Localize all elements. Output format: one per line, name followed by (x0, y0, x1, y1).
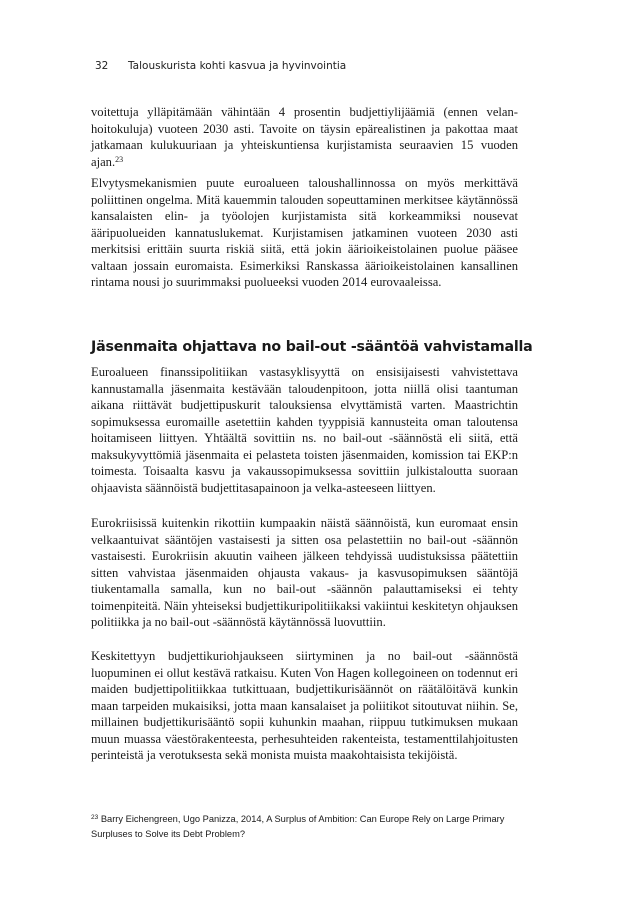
paragraph-4: Eurokriisissä kuitenkin rikottiin kumpaakin näistä säännöistä, kun euromaat ensin velkaantuivat sääntöjen vastaisesti ja sitten osa pelastettiin no bail-out -säännön vastaisesti. Eurokriisin akuutin vaiheen jälkeen tehdyissä uudistuksissa päätettiin sitten vahvistaa jäsenmaiden ohjausta vakaus- ja kasvusopimuksen sääntöjä tiukentamalla samalla, kun no bail-out -säännön palauttamiseksi ei tehty toimenpiteitä. Näin yhteiseksi budjettikuripolitiikaksi vakiintui keskitetyn ohjauksen politiikka ja no bail-out -säännöstä käytännössä luovuttiin. (91, 516, 518, 629)
footnote-text: Barry Eichengreen, Ugo Panizza, 2014, A Surplus of Ambition: Can Europe Rely on Large Primary Surpluses to Solve its Debt Problem? (91, 814, 505, 839)
paragraph-2: Elvytysmekanismien puute euroalueen taloushallinnossa on myös merkittävä poliittinen ongelma. Mitä kauemmin talouden sopeuttaminen merkitsee käytännössä kansalaisten elin- ja työolojen kurjistamista sitä korkeammiksi nousevat ääripuolueiden kannatuslukemat. Kurjistamisen jatkaminen vuoteen 2030 asti merkitsisi erittäin suurta riskiä siitä, että jokin äärioikeistolainen puolue pääsee valtaan jossain euromaista. Esimerkiksi Ranskassa äärioikeistolainen kansallinen rintama nousi jo suurimmaksi puolueeksi vuoden 2014 eurovaaleissa. (91, 176, 518, 289)
footnote-number: 23 (91, 814, 99, 821)
page-number: 32 (95, 60, 109, 72)
paragraph-3: Euroalueen finanssipolitiikan vastasyklisyyttä on ensisijaisesti vahvistettava kannustamalla jäsenmaita kestävään taloudenpitoon, jotta niillä olisi taantuman aikana riittävät budjettipuskurit talouksiensa elvyttämistä varten. Maastrichtin sopimuksessa euromaille asetettiin kahden tyyppisiä kannusteita oman taloutensa hoitamiseen liittyen. Yhtäältä sovittiin ns. no bail-out -säännöstä eli siitä, että maksukyvyttömiä jäsenmaita ei pelasteta toisten jäsenmaiden, komission tai EKP:n toimesta. Toisaalta kasvu ja vakaussopimuksessa sovittiin julkistaloutta suoraan ohjaavista säännöistä budjettitasapainoon ja velka-asteeseen liittyen. (91, 365, 518, 495)
section-heading: Jäsenmaita ohjattava no bail-out -sääntöä vahvistamalla (91, 339, 533, 355)
paragraph-5: Keskitettyyn budjettikuriohjaukseen siirtyminen ja no bail-out -säännöstä luopuminen ei ollut kestävä ratkaisu. Kuten Von Hagen kollegoineen on todennut eri maiden budjettipolitiikkaa tutkittuaan, budjettikurisäännöt on räätälöitävä kunkin maan tarpeiden mukaisiksi, jotta maan kansalaiset ja poliitikot sitoutuvat niihin. Se, millainen budjettikurisääntö sopii kuhunkin maahan, riippuu tutkimuksen mukaan muun muassa väestörakenteesta, perhesuhteiden rakenteista, testamenttilahjoitusten perinteistä ja verotuksesta sekä monista muista maakohtaisista tekijöistä. (91, 649, 518, 762)
footnote (91, 812, 521, 842)
footnote-reference: 23 (115, 154, 124, 164)
paragraph-1-text: voitettuja ylläpitämään vähintään 4 prosentin budjettiylijäämiä (ennen velanhoitokuluja) vuoteen 2030 asti. Tavoite on täysin epärealistinen ja pakottaa maat jatkamaan kulukuuriaan ja yhteiskuntiensa kurjistamista seuraavien 15 vuoden ajan. (91, 105, 518, 169)
running-header (95, 60, 346, 72)
paragraph-1 (91, 104, 518, 170)
running-title: Talouskurista kohti kasvua ja hyvinvointia (128, 60, 347, 72)
